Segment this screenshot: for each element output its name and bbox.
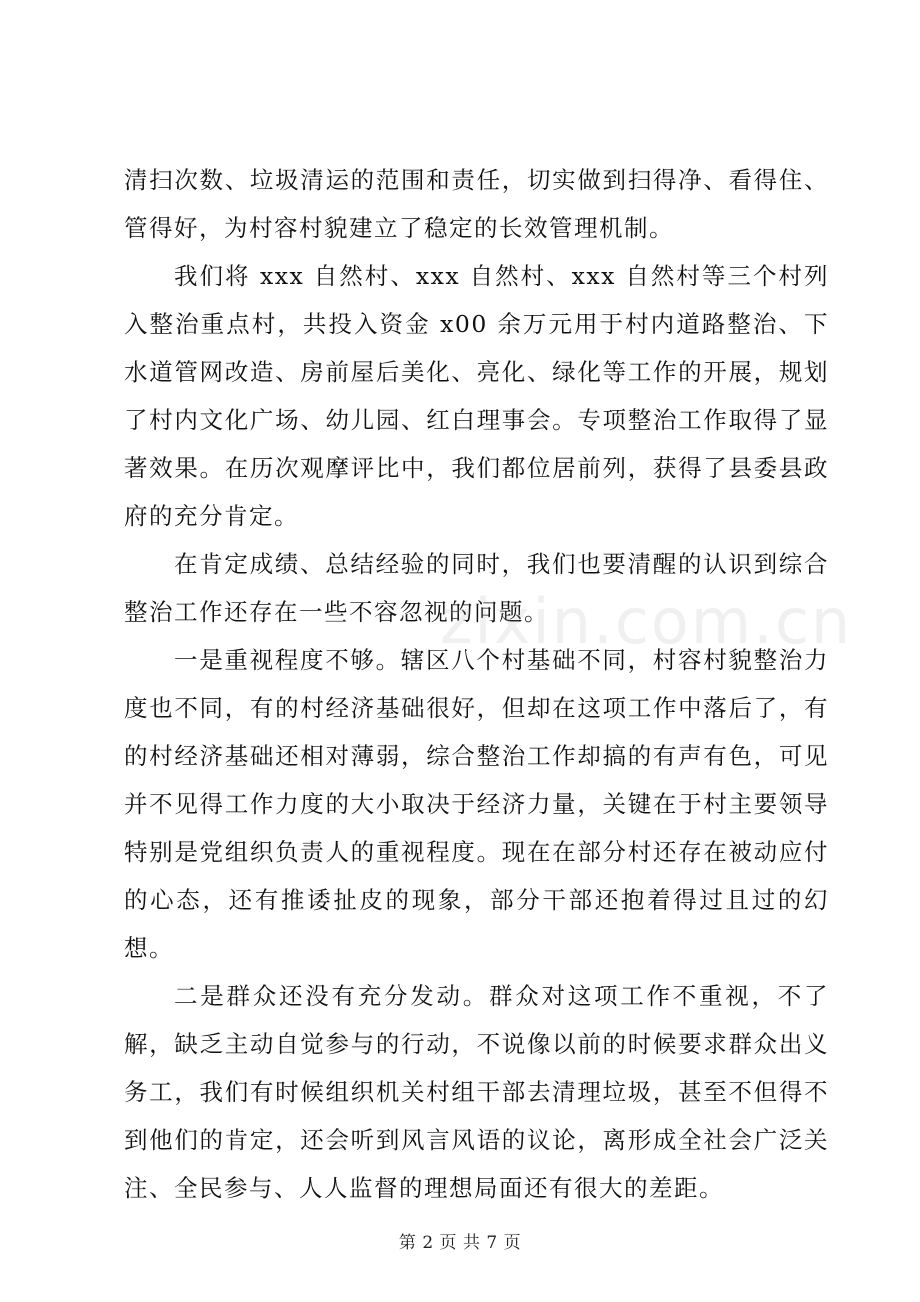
paragraph-2: 我们将 xxx 自然村、xxx 自然村、xxx 自然村等三个村列入整治重点村，共投入资金 x00 余万元用于村内道路整治、下水道管网改造、房前屋后美化、亮化、绿化等工作的开展，规划了村内文化广场、幼儿园、红白理事会。专项整治工作取得了显著效果。在历次观摩评比中，我们都位居前列，获得了县委县政府的充分肯定。 (124, 262, 829, 530)
page-footer: 第 2 页 共 7 页 (398, 1233, 522, 1253)
document-body (124, 156, 829, 1212)
paragraph-3: 在肯定成绩、总结经验的同时，我们也要清醒的认识到综合整治工作还存在一些不容忽视的问题。 (124, 550, 829, 626)
paragraph-4: 一是重视程度不够。辖区八个村基础不同，村容村貌整治力度也不同，有的村经济基础很好，但却在这项工作中落后了，有的村经济基础还相对薄弱，综合整治工作却搞的有声有色，可见并不见得工作力度的大小取决于经济力量，关键在于村主要领导特别是党组织负责人的重视程度。现在在部分村还存在被动应付的心态，还有推诿扯皮的现象，部分干部还抱着得过且过的幻想。 (124, 646, 829, 962)
paragraph-1: 清扫次数、垃圾清运的范围和责任，切实做到扫得净、看得住、管得好，为村容村貌建立了稳定的长效管理机制。 (124, 166, 829, 242)
watermark: zixin.com.cn (440, 585, 853, 658)
paragraph-5: 二是群众还没有充分发动。群众对这项工作不重视，不了解，缺乏主动自觉参与的行动，不说像以前的时候要求群众出义务工，我们有时候组织机关村组干部去清理垃圾，甚至不但得不到他们的肯定，还会听到风言风语的议论，离形成全社会广泛关注、全民参与、人人监督的理想局面还有很大的差距。 (124, 982, 829, 1202)
